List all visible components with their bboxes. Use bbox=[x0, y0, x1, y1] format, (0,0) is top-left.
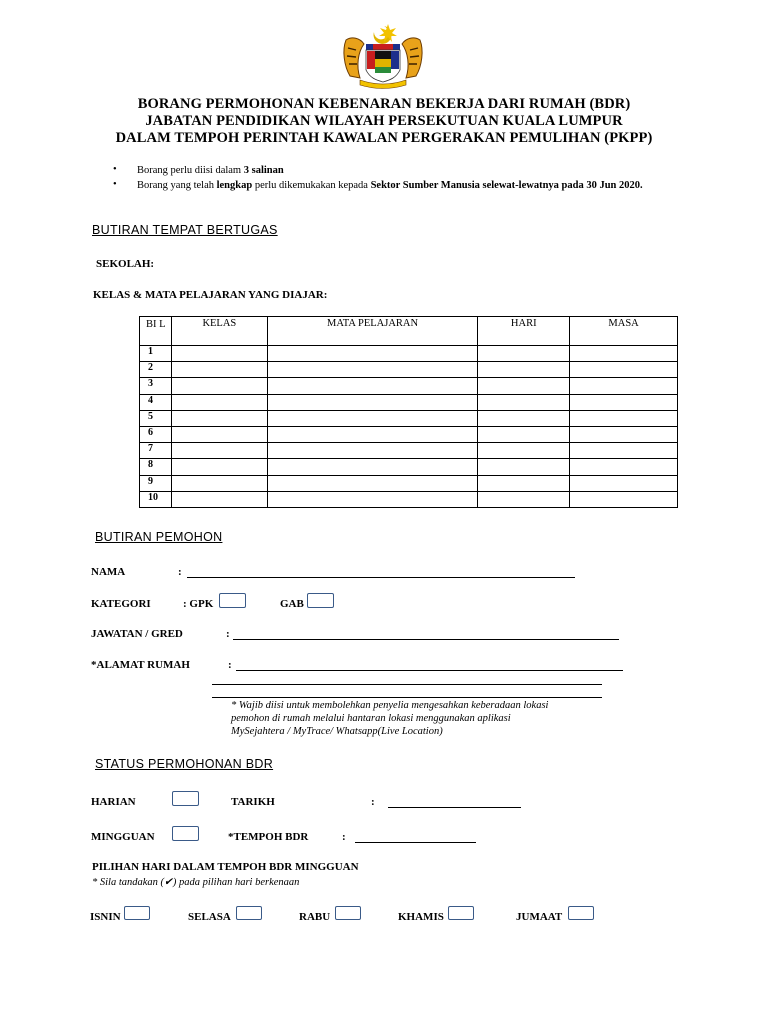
form-title-line-1: BORANG PERMOHONAN KEBENARAN BEKERJA DARI RUMAH (BDR) bbox=[137, 96, 631, 112]
mata-pelajaran-cell[interactable] bbox=[267, 410, 478, 426]
kelas-cell[interactable] bbox=[171, 362, 267, 378]
section-heading-status: STATUS PERMOHONAN BDR bbox=[95, 757, 274, 771]
selasa-checkbox[interactable] bbox=[236, 906, 262, 920]
hari-cell[interactable] bbox=[478, 362, 570, 378]
nama-label: NAMA bbox=[91, 566, 126, 578]
hari-cell[interactable] bbox=[478, 426, 570, 442]
row-number: 1 bbox=[140, 346, 172, 362]
row-number: 7 bbox=[140, 443, 172, 459]
day-label-selasa: SELASA bbox=[188, 911, 231, 923]
instruction-emphasis: lengkap bbox=[216, 180, 253, 191]
pilihan-hari-note: * Sila tandakan (✔) pada pilihan hari berkenaan bbox=[92, 877, 300, 888]
kelas-cell[interactable] bbox=[171, 475, 267, 491]
mata-pelajaran-cell[interactable] bbox=[267, 378, 478, 394]
hari-cell[interactable] bbox=[478, 346, 570, 362]
malaysia-coat-of-arms-icon bbox=[340, 22, 426, 90]
isnin-checkbox[interactable] bbox=[124, 906, 150, 920]
tempoh-input-line[interactable] bbox=[355, 842, 476, 843]
bullet-icon: • bbox=[113, 164, 117, 175]
masa-cell[interactable] bbox=[570, 378, 678, 394]
jawatan-colon: : bbox=[226, 628, 230, 640]
rabu-checkbox[interactable] bbox=[335, 906, 361, 920]
masa-cell[interactable] bbox=[570, 491, 678, 507]
nama-colon: : bbox=[178, 566, 182, 578]
table-header-row bbox=[140, 317, 678, 346]
row-number: 6 bbox=[140, 426, 172, 442]
instruction-emphasis: 3 salinan bbox=[243, 165, 284, 176]
sekolah-label: SEKOLAH: bbox=[96, 258, 155, 270]
mata-pelajaran-cell[interactable] bbox=[267, 459, 478, 475]
col-header-masa: MASA bbox=[570, 317, 678, 346]
table-row bbox=[140, 475, 678, 491]
day-label-rabu: RABU bbox=[299, 911, 331, 923]
instruction-list bbox=[113, 164, 693, 194]
row-number: 10 bbox=[140, 491, 172, 507]
hari-cell[interactable] bbox=[478, 410, 570, 426]
table-row bbox=[140, 459, 678, 475]
hari-cell[interactable] bbox=[478, 491, 570, 507]
kelas-cell[interactable] bbox=[171, 394, 267, 410]
table-row bbox=[140, 491, 678, 507]
alamat-note-line-2: pemohon di rumah melalui hantaran lokasi menggunakan aplikasi bbox=[231, 713, 511, 724]
alamat-input-line-2[interactable] bbox=[212, 684, 602, 685]
table-row bbox=[140, 378, 678, 394]
harian-label: HARIAN bbox=[91, 796, 136, 808]
section-heading-tempat-bertugas: BUTIRAN TEMPAT BERTUGAS bbox=[92, 223, 278, 237]
table-row bbox=[140, 426, 678, 442]
alamat-rumah-label: *ALAMAT RUMAH bbox=[91, 659, 190, 671]
form-title-line-3: DALAM TEMPOH PERINTAH KAWALAN PERGERAKAN PEMULIHAN (PKPP) bbox=[115, 130, 653, 146]
day-label-khamis: KHAMIS bbox=[398, 911, 444, 923]
kelas-cell[interactable] bbox=[171, 410, 267, 426]
hari-cell[interactable] bbox=[478, 459, 570, 475]
mata-pelajaran-cell[interactable] bbox=[267, 475, 478, 491]
alamat-note-line-3: MySejahtera / MyTrace/ Whatsapp(Live Location) bbox=[231, 726, 443, 737]
harian-checkbox[interactable] bbox=[172, 791, 199, 806]
tarikh-input-line[interactable] bbox=[388, 807, 521, 808]
instruction-text: Borang perlu diisi dalam bbox=[137, 165, 244, 176]
alamat-input-line-1[interactable] bbox=[236, 670, 623, 671]
gab-label: GAB bbox=[280, 598, 304, 610]
section-heading-pemohon: BUTIRAN PEMOHON bbox=[95, 530, 223, 544]
table-row bbox=[140, 346, 678, 362]
jumaat-checkbox[interactable] bbox=[568, 906, 594, 920]
tarikh-colon: : bbox=[371, 796, 375, 808]
bullet-icon: • bbox=[113, 179, 117, 190]
day-label-jumaat: JUMAAT bbox=[516, 911, 563, 923]
gpk-checkbox[interactable] bbox=[219, 593, 246, 608]
row-number: 4 bbox=[140, 394, 172, 410]
mata-pelajaran-cell[interactable] bbox=[267, 362, 478, 378]
kelas-table bbox=[139, 316, 678, 508]
masa-cell[interactable] bbox=[570, 475, 678, 491]
mingguan-label: MINGGUAN bbox=[91, 831, 155, 843]
instruction-text: perlu dikemukakan kepada bbox=[252, 180, 371, 191]
kelas-cell[interactable] bbox=[171, 443, 267, 459]
table-row bbox=[140, 410, 678, 426]
kelas-cell[interactable] bbox=[171, 491, 267, 507]
masa-cell[interactable] bbox=[570, 394, 678, 410]
col-header-kelas: KELAS bbox=[171, 317, 267, 346]
mata-pelajaran-cell[interactable] bbox=[267, 394, 478, 410]
gab-checkbox[interactable] bbox=[307, 593, 334, 608]
kelas-subjek-label: KELAS & MATA PELAJARAN YANG DIAJAR: bbox=[93, 289, 328, 301]
row-number: 3 bbox=[140, 378, 172, 394]
instruction-emphasis: Sektor Sumber Manusia selewat-lewatnya pada 30 Jun 2020. bbox=[370, 180, 643, 191]
col-header-mata-pelajaran: MATA PELAJARAN bbox=[267, 317, 478, 346]
col-header-bil: BI L bbox=[140, 317, 172, 346]
mingguan-checkbox[interactable] bbox=[172, 826, 199, 841]
table-row bbox=[140, 394, 678, 410]
row-number: 5 bbox=[140, 410, 172, 426]
table-row bbox=[140, 362, 678, 378]
jawatan-gred-label: JAWATAN / GRED bbox=[91, 628, 183, 640]
tempoh-colon: : bbox=[342, 831, 346, 843]
tempoh-bdr-label: *TEMPOH BDR bbox=[228, 831, 309, 843]
day-label-isnin: ISNIN bbox=[90, 911, 121, 923]
mata-pelajaran-cell[interactable] bbox=[267, 346, 478, 362]
masa-cell[interactable] bbox=[570, 459, 678, 475]
masa-cell[interactable] bbox=[570, 362, 678, 378]
masa-cell[interactable] bbox=[570, 346, 678, 362]
table-row bbox=[140, 443, 678, 459]
hari-cell[interactable] bbox=[478, 475, 570, 491]
kelas-cell[interactable] bbox=[171, 346, 267, 362]
kelas-cell[interactable] bbox=[171, 459, 267, 475]
nama-input-line[interactable] bbox=[187, 577, 575, 578]
row-number: 8 bbox=[140, 459, 172, 475]
masa-cell[interactable] bbox=[570, 410, 678, 426]
hari-cell[interactable] bbox=[478, 443, 570, 459]
kategori-label: KATEGORI bbox=[91, 598, 151, 610]
kelas-cell[interactable] bbox=[171, 378, 267, 394]
gpk-label: : GPK bbox=[183, 598, 214, 610]
hari-cell[interactable] bbox=[478, 394, 570, 410]
alamat-input-line-3[interactable] bbox=[212, 697, 602, 698]
pilihan-hari-label: PILIHAN HARI DALAM TEMPOH BDR MINGGUAN bbox=[92, 861, 359, 873]
tarikh-label: TARIKH bbox=[231, 796, 275, 808]
mata-pelajaran-cell[interactable] bbox=[267, 491, 478, 507]
khamis-checkbox[interactable] bbox=[448, 906, 474, 920]
mata-pelajaran-cell[interactable] bbox=[267, 443, 478, 459]
masa-cell[interactable] bbox=[570, 443, 678, 459]
instruction-text: Borang yang telah bbox=[137, 180, 217, 191]
instruction-item bbox=[113, 179, 693, 192]
form-title-line-2: JABATAN PENDIDIKAN WILAYAH PERSEKUTUAN KUALA LUMPUR bbox=[145, 113, 623, 129]
masa-cell[interactable] bbox=[570, 426, 678, 442]
jawatan-input-line[interactable] bbox=[233, 639, 619, 640]
mata-pelajaran-cell[interactable] bbox=[267, 426, 478, 442]
instruction-item bbox=[113, 164, 693, 177]
kelas-cell[interactable] bbox=[171, 426, 267, 442]
col-header-hari: HARI bbox=[478, 317, 570, 346]
row-number: 2 bbox=[140, 362, 172, 378]
row-number: 9 bbox=[140, 475, 172, 491]
alamat-note-line-1: * Wajib diisi untuk membolehkan penyelia mengesahkan keberadaan lokasi bbox=[231, 700, 549, 711]
hari-cell[interactable] bbox=[478, 378, 570, 394]
alamat-colon: : bbox=[228, 659, 232, 671]
